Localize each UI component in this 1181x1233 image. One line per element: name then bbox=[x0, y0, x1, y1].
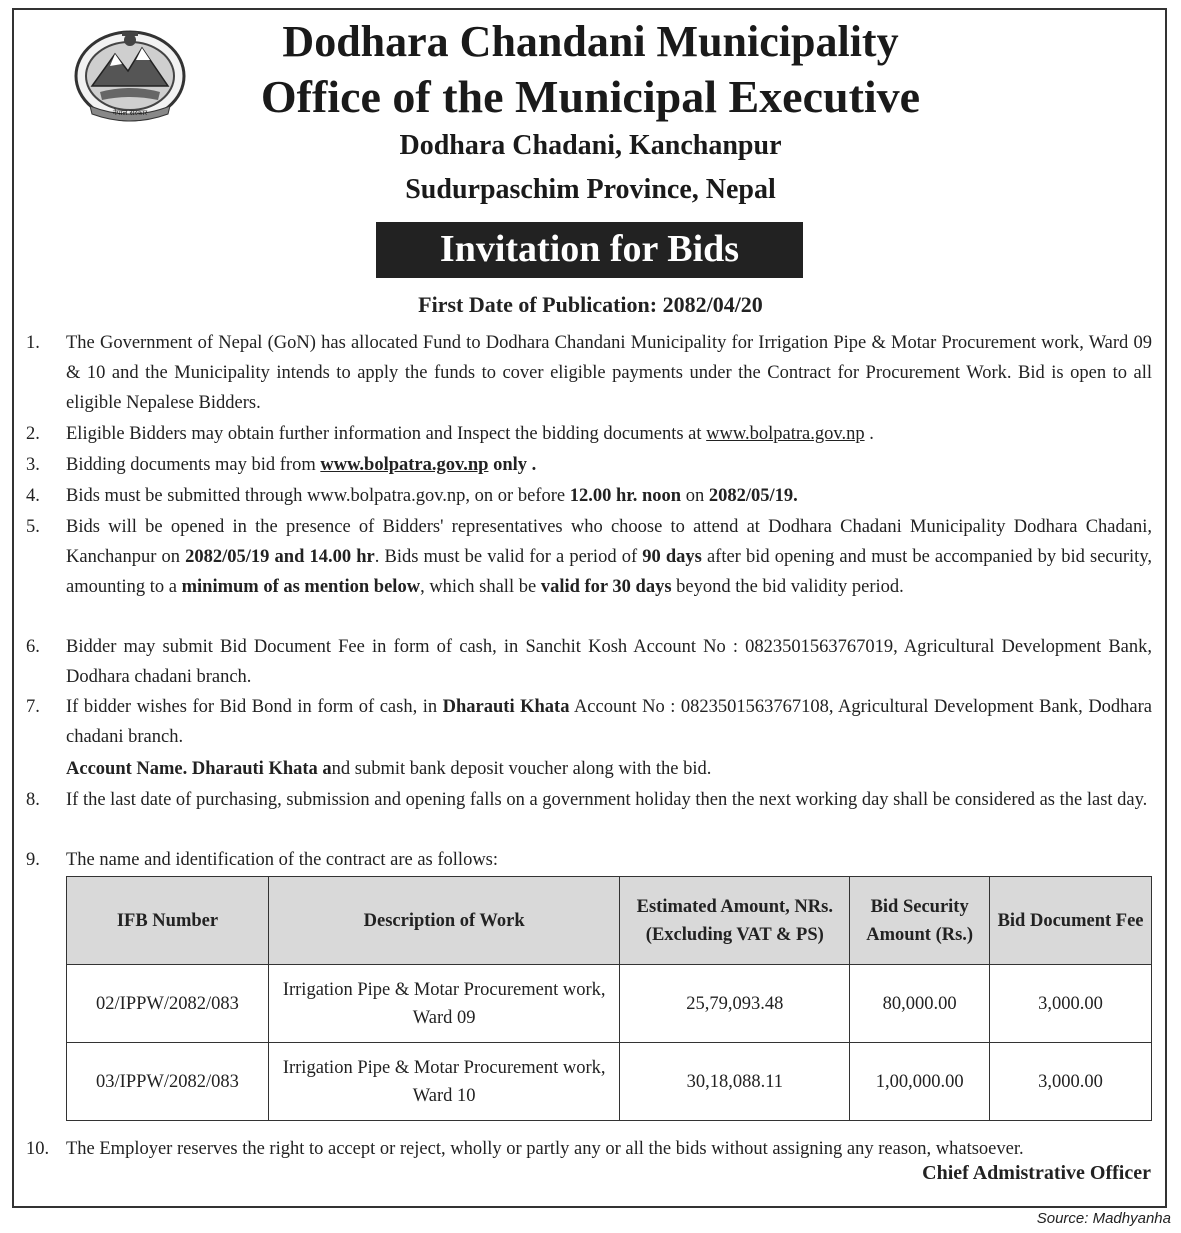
clause-number-2: 2. bbox=[26, 424, 40, 444]
table-row bbox=[67, 965, 1152, 1043]
work-description: Irrigation Pipe & Motar Procurement work, Ward 10 bbox=[268, 1043, 620, 1121]
notice-title-banner: Invitation for Bids bbox=[376, 222, 803, 278]
publication-date: First Date of Publication: 2082/04/20 bbox=[418, 292, 763, 317]
clause-6: Bidder may submit Bid Document Fee in form of cash, in Sanchit Kosh Account No : 0823501563767019, Agricultural Development Bank, Dodhara chadani branch. bbox=[66, 637, 1152, 687]
clause-number-6: 6. bbox=[26, 637, 40, 657]
address-line-1: Dodhara Chadani, Kanchanpur bbox=[399, 130, 782, 161]
clause-number-8: 8. bbox=[26, 790, 40, 810]
clause-2: Eligible Bidders may obtain further information and Inspect the bidding documents at www.bolpatra.gov.np . bbox=[66, 424, 874, 444]
clause-4: Bids must be submitted through www.bolpatra.gov.np, on or before 12.00 hr. noon on 2082/05/19. bbox=[66, 486, 798, 506]
clause-8: If the last date of purchasing, submission and opening falls on a government holiday then the next working day shall be considered as the last day. bbox=[66, 790, 1148, 810]
clause-number-9: 9. bbox=[26, 850, 40, 870]
municipality-name: Dodhara Chandani Municipality bbox=[282, 17, 899, 66]
clause-5: Bids will be opened in the presence of Bidders' representatives who choose to attend at Dodhara Chadani Municipality Dodhara Chadani, Kanchanpur on 2082/05/19 and 14.00 hr. Bids must be valid for a period of 90 days after bid opening and must be accompanied by bid security, amounting to a minimum of as mention below, which shall be valid for 30 days beyond the bid validity period. bbox=[66, 517, 1152, 597]
bolpatra-link-bold[interactable]: www.bolpatra.gov.np bbox=[320, 455, 489, 475]
contract-table bbox=[66, 876, 1152, 1121]
col-header-description: Description of Work bbox=[268, 877, 620, 965]
col-header-estimated-amount: Estimated Amount, NRs. (Excluding VAT & PS) bbox=[620, 877, 850, 965]
col-header-bid-security: Bid Security Amount (Rs.) bbox=[850, 877, 990, 965]
clause-7: If bidder wishes for Bid Bond in form of cash, in Dharauti Khata Account No : 0823501563767108, Agricultural Development Bank, Dodhara chadani branch. bbox=[66, 697, 1153, 747]
clause-1: The Government of Nepal (GoN) has allocated Fund to Dodhara Chandani Municipality for Irrigation Pipe & Motar Procurement work, Ward 09 & 10 and the Municipality intends to apply the funds to cover eligible payments under the Contract for Procurement Work. Bid is open to all eligible Nepalese Bidders. bbox=[66, 333, 1152, 413]
bid-security-amount: 80,000.00 bbox=[850, 965, 990, 1043]
source-credit: Source: Madhyanha bbox=[1036, 1210, 1171, 1227]
clause-10: The Employer reserves the right to accept or reject, wholly or partly any or all the bids without assigning any reason, whatsoever. bbox=[66, 1139, 1024, 1159]
work-description: Irrigation Pipe & Motar Procurement work, Ward 09 bbox=[268, 965, 620, 1043]
svg-text:नेपाल सरकार: नेपाल सरकार bbox=[112, 109, 148, 117]
ifb-number: 02/IPPW/2082/083 bbox=[67, 965, 269, 1043]
col-header-ifb: IFB Number bbox=[67, 877, 269, 965]
bid-document-fee: 3,000.00 bbox=[990, 1043, 1152, 1121]
table-header-row bbox=[67, 877, 1152, 965]
bid-document-fee: 3,000.00 bbox=[990, 965, 1152, 1043]
clause-number-4: 4. bbox=[26, 486, 40, 506]
ifb-number: 03/IPPW/2082/083 bbox=[67, 1043, 269, 1121]
col-header-document-fee: Bid Document Fee bbox=[990, 877, 1152, 965]
office-name: Office of the Municipal Executive bbox=[260, 71, 921, 122]
table-row bbox=[67, 1043, 1152, 1121]
bolpatra-link[interactable]: www.bolpatra.gov.np bbox=[706, 424, 865, 444]
clause-number-7: 7. bbox=[26, 697, 40, 717]
bid-security-amount: 1,00,000.00 bbox=[850, 1043, 990, 1121]
clause-number-3: 3. bbox=[26, 455, 40, 475]
address-line-2: Sudurpaschim Province, Nepal bbox=[405, 174, 776, 205]
signatory-title: Chief Admistrative Officer bbox=[922, 1162, 1151, 1184]
clause-number-5: 5. bbox=[26, 517, 40, 537]
clause-3: Bidding documents may bid from www.bolpatra.gov.np only . bbox=[66, 455, 537, 475]
clause-number-1: 1. bbox=[26, 333, 40, 353]
estimated-amount: 30,18,088.11 bbox=[620, 1043, 850, 1121]
clause-number-10: 10. bbox=[26, 1139, 50, 1159]
estimated-amount: 25,79,093.48 bbox=[620, 965, 850, 1043]
clause-9: The name and identification of the contract are as follows: bbox=[66, 850, 499, 870]
clause-7-account-name: Account Name. Dharauti Khata and submit bank deposit voucher along with the bid. bbox=[66, 759, 712, 779]
